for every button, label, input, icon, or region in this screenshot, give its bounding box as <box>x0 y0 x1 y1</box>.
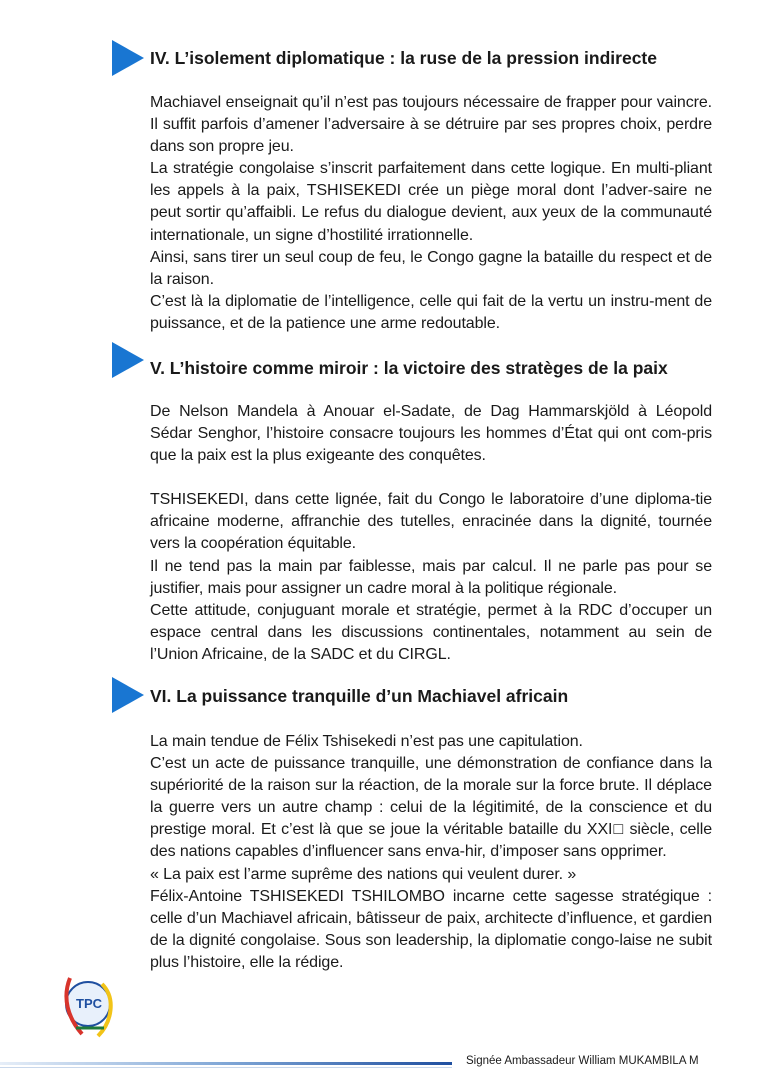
footer-rule <box>0 1062 452 1065</box>
paragraph: TSHISEKEDI, dans cette lignée, fait du Congo le laboratoire d’une diploma-tie africaine moderne, affranchie des tutelles, enracinée dans la dignité, tournée vers la coopération équitable. <box>150 491 712 553</box>
footer-rule-thin <box>0 1067 452 1068</box>
section-heading: V. L’histoire comme miroir : la victoire des stratèges de la paix <box>150 358 668 378</box>
paragraph-spacer <box>150 467 712 489</box>
paragraph: « La paix est l’arme suprême des nations qui veulent durer. » <box>150 865 577 883</box>
section-body <box>150 92 712 335</box>
paragraph: Ainsi, sans tirer un seul coup de feu, le Congo gagne la bataille du respect et de la raison. <box>150 248 712 288</box>
section-body <box>150 401 712 666</box>
paragraph: Félix-Antoine TSHISEKEDI TSHILOMBO incarne cette sagesse stratégique : celle d’un Machiavel africain, bâtisseur de paix, architecte d’influence, et gardien de la dignité congolaise. Sous son leadership, la diplomatie congo-laise ne subit plus l’histoire, elle la rédige. <box>150 887 712 971</box>
paragraph: La main tendue de Félix Tshisekedi n’est pas une capitulation. <box>150 733 583 750</box>
paragraph: Il ne tend pas la main par faiblesse, mais par calcul. Il ne parle pas pour se justifier, mais pour assigner un cadre moral à la politique régionale. <box>150 557 712 597</box>
paragraph: De Nelson Mandela à Anouar el-Sadate, de Dag Hammarskjöld à Léopold Sédar Senghor, l’histoire consacre toujours les hommes d’État qui ont com-pris que la paix est la plus exigeante des conquêtes. <box>150 403 712 465</box>
party-emblem-icon <box>58 968 122 1042</box>
paragraph: La stratégie congolaise s’inscrit parfaitement dans cette logique. En multi-pliant les appels à la paix, TSHISEKEDI crée un piège moral dont l’adver-saire ne peut sortir qu’affaibli. Le refus du dialogue devient, aux yeux de la communauté internationale, un signe d’hostilité irrationnelle. <box>150 160 712 244</box>
section-arrow-icon <box>112 677 144 713</box>
paragraph: C’est là la diplomatie de l’intelligence, celle qui fait de la vertu un instru-ment de puissance, et de la patience une arme redoutable. <box>150 292 712 332</box>
section-arrow-icon <box>112 40 144 76</box>
logo-text: TPC <box>76 996 102 1011</box>
signature: Signée Ambassadeur William MUKAMBILA M <box>466 1055 699 1067</box>
section-body <box>150 731 712 974</box>
section-heading: IV. L’isolement diplomatique : la ruse de la pression indirecte <box>150 48 657 68</box>
paragraph: Cette attitude, conjuguant morale et stratégie, permet à la RDC d’occuper un espace central dans les discussions continentales, notamment au sein de l’Union Africaine, de la SADC et du CIRGL. <box>150 601 712 663</box>
section-heading: VI. La puissance tranquille d’un Machiavel africain <box>150 686 569 706</box>
section-arrow-icon <box>112 342 144 378</box>
paragraph: C’est un acte de puissance tranquille, une démonstration de confiance dans la supériorité de la raison sur la réaction, de la morale sur la force brute. Il déplace la guerre vers un autre champ : celui de la légitimité, de la conscience et du prestige moral. Et c’est là que se joue la véritable bataille du XXI□ siècle, celle des nations capables d’influencer sans enva-hir, d’imposer sans opprimer. <box>150 755 712 861</box>
paragraph: Machiavel enseignait qu’il n’est pas toujours nécessaire de frapper pour vaincre. Il suffit parfois d’amener l’adversaire à se détruire par ses propres choix, perdre dans son propre jeu. <box>150 94 712 156</box>
